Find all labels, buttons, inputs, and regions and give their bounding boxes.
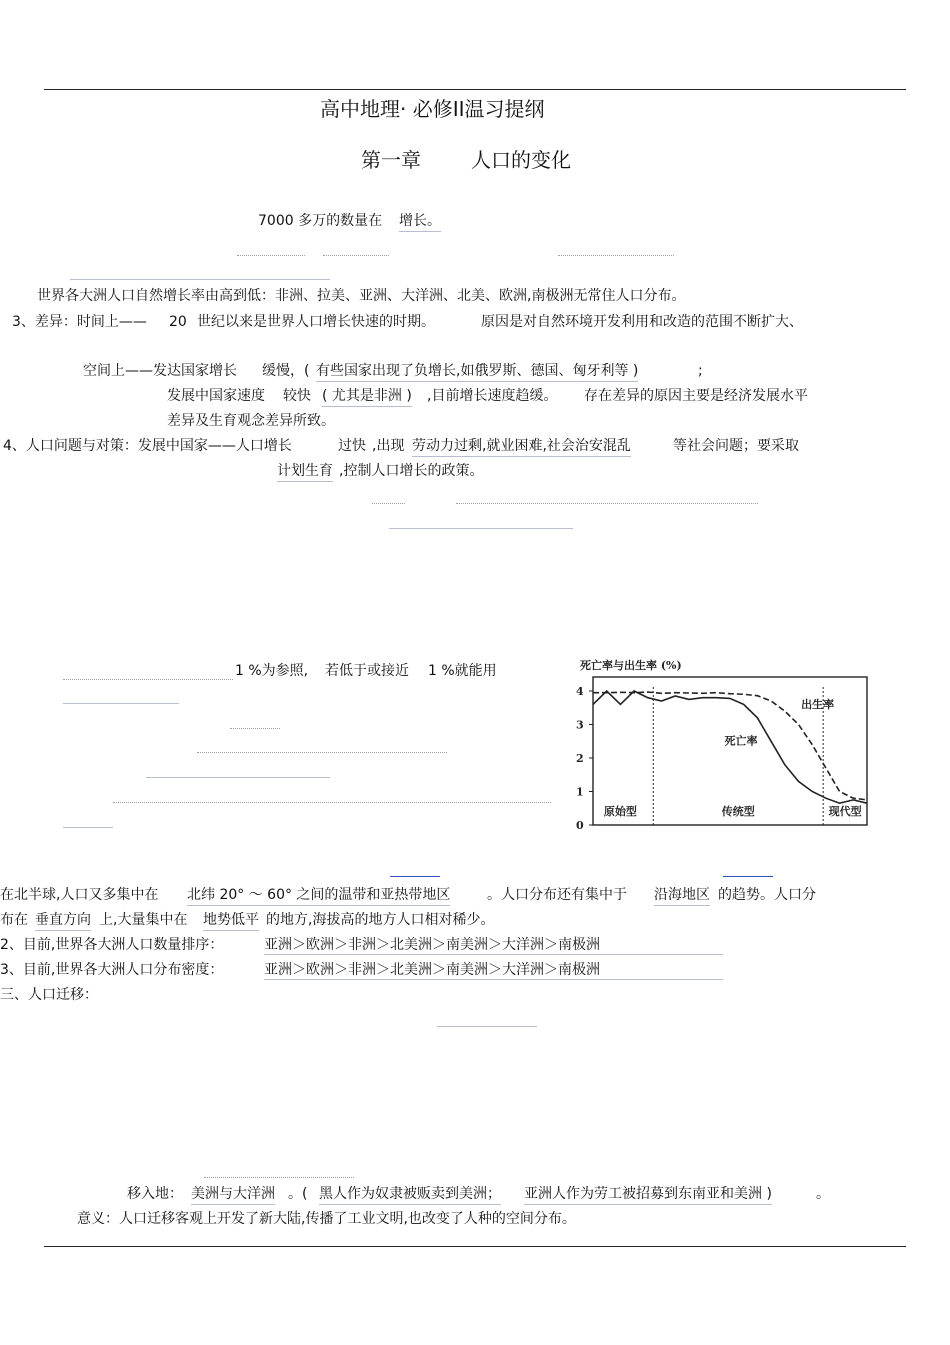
series-label: 死亡率 xyxy=(724,734,758,748)
blank-underline xyxy=(389,528,573,529)
text-line: ,目前增长速度趋缓。 xyxy=(427,388,558,404)
blank-underline xyxy=(390,876,440,877)
answer-text: 亚洲＞欧洲＞非洲＞北美洲＞南美洲＞大洋洲＞南极洲 xyxy=(264,962,600,978)
y-tick-label: 1 xyxy=(576,785,584,799)
y-tick-label: 3 xyxy=(576,718,584,732)
answer-text: 亚洲＞欧洲＞非洲＞北美洲＞南美洲＞大洋洲＞南极洲 xyxy=(264,937,600,953)
text-line: 在北半球,人口又多集中在 xyxy=(0,887,159,903)
text-line: ,出现 xyxy=(372,438,405,454)
answer-text: 垂直方向 xyxy=(35,911,91,931)
answer-text: 劳动力过剩,就业困难,社会治安混乱 xyxy=(412,437,631,457)
page-title: 高中地理· 必修II温习提纲 xyxy=(320,97,545,121)
blank-underline xyxy=(437,1026,537,1027)
text-line: 较快 xyxy=(283,388,311,404)
blank-underline xyxy=(456,503,758,504)
answer-text: 亚洲人作为劳工被招募到东南亚和美洲 ) xyxy=(524,1185,772,1205)
blank-underline xyxy=(723,876,773,877)
blank-underline xyxy=(372,503,405,504)
answer-text: 黑人作为奴隶被贩卖到美洲； xyxy=(319,1185,501,1205)
text-line: 的趋势。人口分 xyxy=(718,887,816,903)
blank-underline xyxy=(558,255,674,256)
text-line: 空间上——发达国家增长 xyxy=(83,363,237,379)
text-line: 移入地： xyxy=(127,1186,183,1202)
text-line: 20 xyxy=(169,314,187,330)
stage-label: 传统型 xyxy=(721,805,755,818)
text-line: 1 %为参照, xyxy=(235,663,309,679)
text-line: 差异及生育观念差异所致。 xyxy=(167,413,335,429)
top-divider xyxy=(44,89,906,90)
text-line: 3、目前,世界各大洲人口分布密度： xyxy=(0,962,224,978)
series-label: 出生率 xyxy=(801,697,835,711)
text-line: 4、人口问题与对策：发展中国家——人口增长 xyxy=(3,438,292,454)
answer-text: 北纬 20° ～ 60° 之间的温带和亚热带地区 xyxy=(187,886,450,906)
text-line: 世界各大洲人口自然增长率由高到低：非洲、拉美、亚洲、大洋洲、北美、欧洲,南极洲无常住人口分布。 xyxy=(37,288,686,304)
chapter-title: 人口的变化 xyxy=(471,148,571,172)
chapter-number: 第一章 xyxy=(361,148,421,172)
answer-text: 增长。 xyxy=(399,212,441,232)
y-tick-label: 0 xyxy=(576,819,584,832)
blank-underline xyxy=(70,279,330,280)
blank-underline xyxy=(63,827,113,828)
blank-underline xyxy=(264,954,723,955)
text-line: 存在差异的原因主要是经济发展水平 xyxy=(584,388,808,404)
answer-text: 沿海地区 xyxy=(654,886,710,906)
answer-text: ( 尤其是非洲 ) xyxy=(322,387,412,407)
text-line: 若低于或接近 xyxy=(325,663,409,679)
answer-text: 计划生育 xyxy=(277,462,333,482)
y-tick-label: 4 xyxy=(576,685,584,698)
blank-underline xyxy=(323,255,389,256)
blank-underline xyxy=(146,777,330,778)
text-line: 1 %就能用 xyxy=(428,663,497,679)
y-tick-label: 2 xyxy=(576,752,584,765)
text-line: 发展中国家速度 xyxy=(167,388,265,404)
blank-underline xyxy=(113,802,551,803)
text-line: ; xyxy=(698,363,703,379)
blank-underline xyxy=(230,728,280,729)
text-line: 意义：人口迁移客观上开发了新大陆,传播了工业文明,也改变了人种的空间分布。 xyxy=(77,1211,576,1227)
answer-text: 地势低平 xyxy=(203,911,259,931)
text-line: 缓慢，( xyxy=(262,363,310,379)
text-line: 3、差异：时间上—— xyxy=(12,314,147,330)
text-line: 。 xyxy=(816,1186,830,1202)
text-line: 的地方,海拔高的地方人口相对稀少。 xyxy=(266,912,495,928)
answer-text: 有些国家出现了负增长,如俄罗斯、德国、匈牙利等 ) xyxy=(316,362,638,382)
text-line: 原因是对自然环境开发利用和改造的范围不断扩大、 xyxy=(481,314,803,330)
text-line: 过快 xyxy=(338,438,366,454)
blank-underline xyxy=(237,255,305,256)
blank-underline xyxy=(264,979,723,980)
population-transition-chart xyxy=(560,650,880,840)
text-line: 世纪以来是世界人口增长快速的时期。 xyxy=(197,314,435,330)
text-line: 2、目前,世界各大洲人口数量排序： xyxy=(0,937,224,953)
blank-underline xyxy=(204,1177,354,1178)
answer-text: 美洲与大洋洲 xyxy=(191,1185,275,1205)
text-line: 7000 多万的数量在 xyxy=(258,213,383,229)
text-line: 等社会问题；要采取 xyxy=(673,438,799,454)
text-line: 。( xyxy=(288,1186,308,1202)
stage-label: 原始型 xyxy=(603,805,637,818)
section-heading: 三、人口迁移： xyxy=(0,987,98,1003)
blank-underline xyxy=(63,703,179,704)
chart-title: 死亡率与出生率 (%) xyxy=(580,659,682,672)
blank-underline xyxy=(63,679,233,680)
blank-underline xyxy=(197,752,447,753)
text-line: ,控制人口增长的政策。 xyxy=(339,463,484,479)
text-line: 布在 xyxy=(0,912,28,928)
text-line: 。人口分布还有集中于 xyxy=(487,887,627,903)
stage-label: 现代型 xyxy=(828,805,862,818)
bottom-divider xyxy=(44,1246,906,1247)
text-line: 上,大量集中在 xyxy=(99,912,188,928)
